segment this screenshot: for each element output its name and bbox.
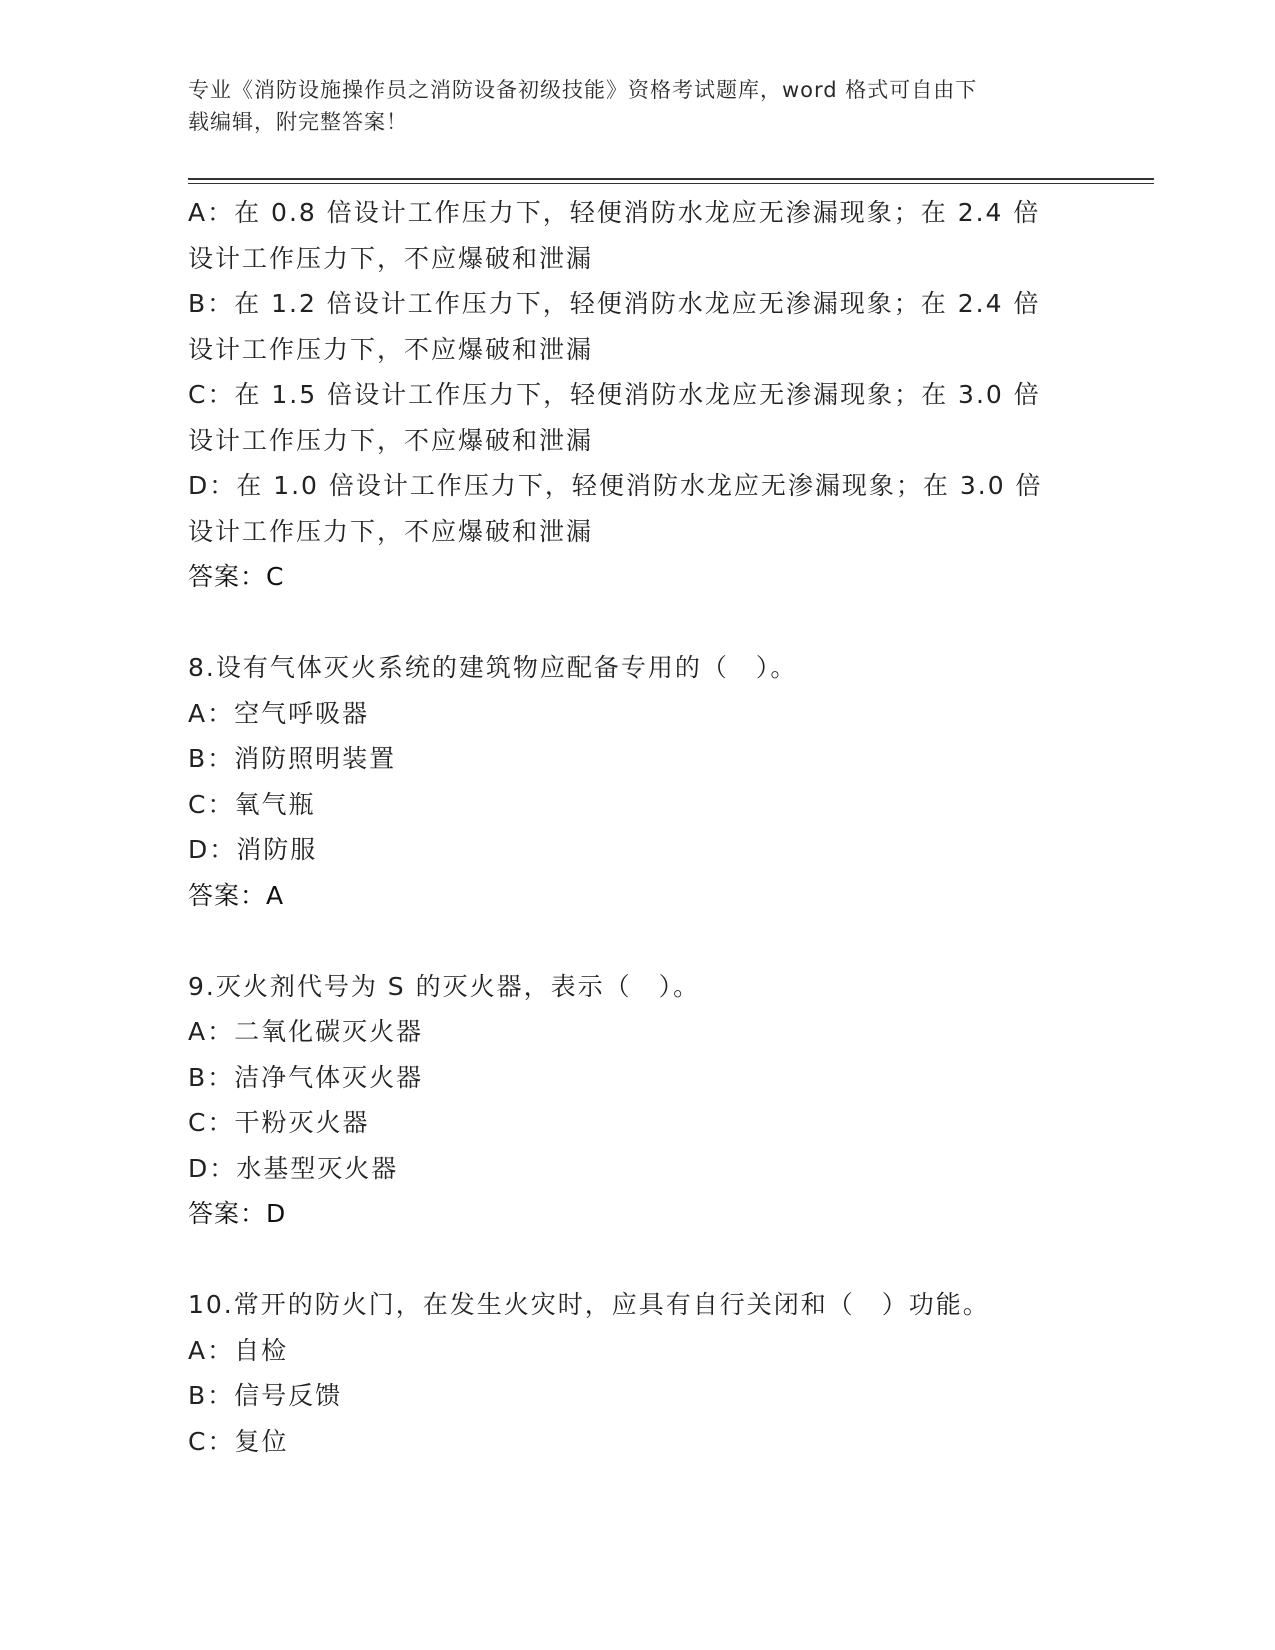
q10-option-c: C：复位 xyxy=(188,1426,289,1456)
question-10 xyxy=(188,1282,1088,1464)
document-header xyxy=(188,74,1068,138)
question-7-options xyxy=(188,190,1088,600)
q7-option-b-line-1: B：在 1.2 倍设计工作压力下，轻便消防水龙应无渗漏现象；在 2.4 倍 xyxy=(188,289,1041,318)
q9-option-d: D：水基型灭火器 xyxy=(188,1153,399,1183)
q9-question-text: 9.灭火剂代号为 S 的灭火器，表示（ ）。 xyxy=(188,971,701,1001)
header-line-2: 载编辑，附完整答案！ xyxy=(188,110,408,134)
q7-answer: 答案：C xyxy=(188,562,285,591)
header-divider-thick xyxy=(188,178,1154,180)
q9-answer: 答案：D xyxy=(188,1199,287,1228)
q7-option-b-line-2: 设计工作压力下，不应爆破和泄漏 xyxy=(188,334,594,364)
question-9 xyxy=(188,964,1088,1237)
q8-option-b: B：消防照明装置 xyxy=(188,744,397,773)
q9-option-b: B：洁净气体灭火器 xyxy=(188,1062,424,1092)
q8-option-d: D：消防服 xyxy=(188,835,318,864)
q7-option-d-line-2: 设计工作压力下，不应爆破和泄漏 xyxy=(188,516,594,546)
q9-option-c: C：干粉灭火器 xyxy=(188,1108,370,1137)
q10-option-a: A：自检 xyxy=(188,1335,289,1365)
q7-option-c-line-1: C：在 1.5 倍设计工作压力下，轻便消防水龙应无渗漏现象；在 3.0 倍 xyxy=(188,380,1041,409)
q9-option-a: A：二氧化碳灭火器 xyxy=(188,1017,424,1046)
q8-answer: 答案：A xyxy=(188,880,285,910)
q8-question-text: 8.设有气体灭火系统的建筑物应配备专用的（ ）。 xyxy=(188,653,798,682)
header-line-1: 专业《消防设施操作员之消防设备初级技能》资格考试题库，word 格式可自由下 xyxy=(188,78,978,102)
q7-option-a-line-1: A：在 0.8 倍设计工作压力下，轻便消防水龙应无渗漏现象；在 2.4 倍 xyxy=(188,198,1041,227)
q8-option-c: C：氧气瓶 xyxy=(188,789,316,819)
q7-option-a-line-2: 设计工作压力下，不应爆破和泄漏 xyxy=(188,243,594,273)
q10-option-b: B：信号反馈 xyxy=(188,1381,343,1410)
spacer xyxy=(188,600,1088,646)
spacer xyxy=(188,918,1088,964)
spacer xyxy=(188,1237,1088,1283)
q8-option-a: A：空气呼吸器 xyxy=(188,698,370,728)
q10-question-text: 10.常开的防火门，在发生火灾时，应具有自行关闭和（ ）功能。 xyxy=(188,1290,990,1319)
q7-option-d-line-1: D：在 1.0 倍设计工作压力下，轻便消防水龙应无渗漏现象；在 3.0 倍 xyxy=(188,471,1043,500)
header-divider-thin xyxy=(188,183,1154,184)
question-8 xyxy=(188,645,1088,918)
document-body xyxy=(188,190,1088,1464)
q7-option-c-line-2: 设计工作压力下，不应爆破和泄漏 xyxy=(188,425,594,455)
